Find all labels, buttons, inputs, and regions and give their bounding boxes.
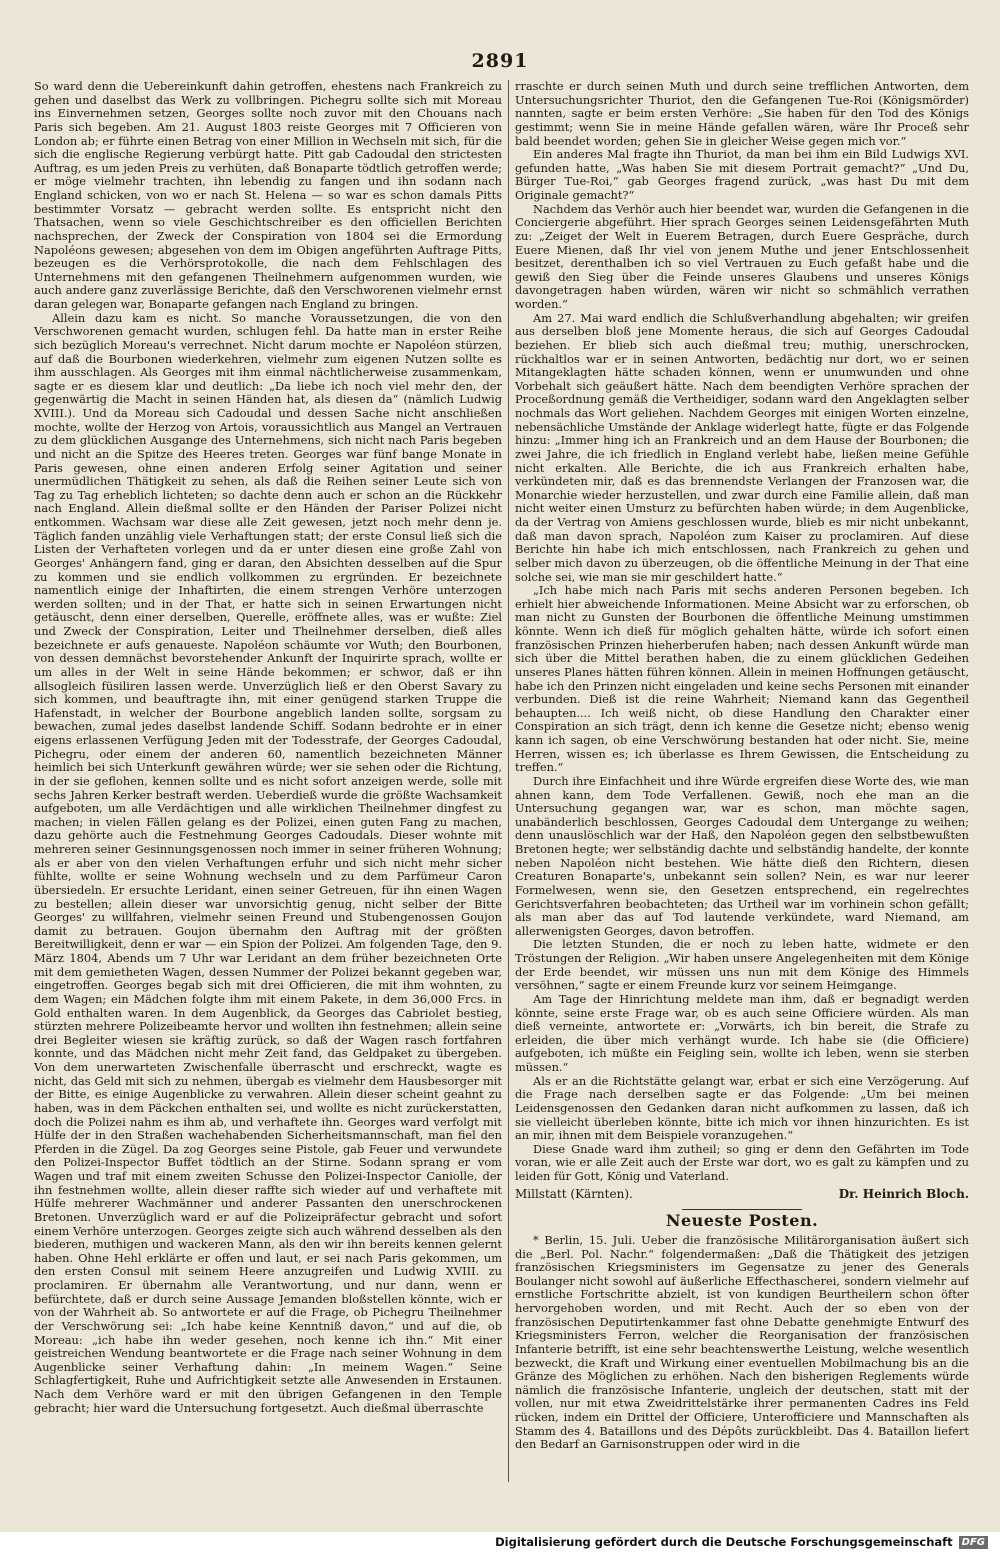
article-paragraph: So ward denn die Uebereinkunft dahin getroffen, ehestens nach Frankreich zu gehen und daselbst das Werk zu vollbringen. Pichegru sollte sich mit Moreau ins Einvernehmen setzen, Georges sollte noch zuvor mit den Chouans nach Paris sich begeben. Am 21. August 1803 reiste Georges mit 7 Officieren von London ab; er führte einen Betrag von einer Million in Wechseln mit sich, für die sich die englische Regierung verbürgt hatte. Pitt gab Cadoudal den strictesten Auftrag, es um jeden Preis zu verhüten, daß Bonaparte tödtlich getroffen werde; er möge vielmehr trachten, ihn lebendig zu fangen und ihn sodann nach England schicken, von wo er nach St. Helena — so war es schon damals Pitts bestimmter Vorsatz — gebracht werden sollte. Es entspricht nicht den Thatsachen, wenn so viele Geschichtschreiber es den officiellen Berichten nachsprechen, der Zweck der Conspiration von 1804 sei die Ermordung Napoléons gewesen; abgesehen von dem im Obigen angeführten Auftrage Pitts, bezeugen es die Verhörsprotokolle, die nach dem Fehlschlagen des Unternehmens mit den gefangenen Theilnehmern aufgenommen wurden, wie auch andere ganz zuverlässige Berichte, daß den Verschworenen vielmehr ernst daran gelegen war, Bonaparte gefangen nach England zu bringen.	[34, 80, 502, 311]
digitization-footer	[0, 1532, 1000, 1552]
right-column	[515, 80, 969, 1482]
article-paragraph: Ein anderes Mal fragte ihn Thuriot, da man bei ihm ein Bild Ludwigs XVI. gefunden hatte, „Was haben Sie mit diesem Portrait gemacht?“ „Und Du, Bürger Tue-Roi,“ gab Georges fragend zurück, „was hast Du mit dem Originale gemacht?“	[515, 147, 969, 202]
signature-author: Dr. Heinrich Bloch.	[838, 1186, 969, 1201]
section-heading: Neueste Posten.	[665, 1211, 819, 1231]
footer-text: Digitalisierung gefördert durch die Deutsche Forschungsgemeinschaft	[495, 1535, 953, 1549]
article-paragraph: Am 27. Mai ward endlich die Schlußverhandlung abgehalten; wir greifen aus derselben bloß jene Momente heraus, die sich auf Georges Cadoudal beziehen. Er blieb sich auch dießmal treu; muthig, unerschrocken, rückhaltlos war er in seinen Antworten, bedächtig nur dort, wo er seinen Mitangeklagten hätte schaden können, wenn er unumwunden und ohne Vorbehalt sich geäußert hätte. Nach dem beendigten Verhöre sprachen der Proceßordnung gemäß die Vertheidiger, sodann ward den Angeklagten selber nochmals das Wort geliehen. Nachdem Georges mit einigen Worten einzelne, nebensächliche Umstände der Anklage widerlegt hatte, fügte er das Folgende hinzu: „Immer hing ich an Frankreich und an dem Hause der Bourbonen; die zwei Jahre, die ich friedlich in England verlebt habe, ließen meine Gefühle nicht erkalten. Alle Berichte, die ich aus Frankreich erhalten habe, verkündeten mir, daß es das brennendste Verlangen der Franzosen war, die Monarchie wieder herzustellen, und zwar durch eine Familie allein, daß man nicht weiter einen Umsturz zu befürchten haben würde; in dem Augenblicke, da der Vertrag von Amiens geschlossen wurde, blieb es mir nicht unbekannt, daß man davon sprach, Napoléon zum Kaiser zu proclamiren. Auf diese Berichte hin habe ich mich entschlossen, nach Frankreich zu gehen und selber mich davon zu überzeugen, ob die öffentliche Meinung in der That eine solche sei, wie man sie mir geschildert hatte.“	[515, 310, 969, 584]
left-column	[34, 80, 502, 1520]
column-rule	[508, 80, 509, 1482]
article-paragraph: Am Tage der Hinrichtung meldete man ihm, daß er begnadigt werden könnte, seine erste Frage war, ob es auch seine Officiere würden. Als man dieß verneinte, antwortete er: „Vorwärts, ich bin bereit, die Strafe zu erleiden, die über mich verhängt wurde. Ich habe sie (die Officiere) aufgeboten, ich müßte ein Feigling sein, wollte ich leben, wenn sie sterben müssen.“	[515, 991, 969, 1074]
article-paragraph: rraschte er durch seinen Muth und durch seine trefflichen Antworten, dem Untersuchungsrichter Thuriot, den die Gefangenen Tue-Roi (Königsmörder) nannten, sagte er beim ersten Verhöre: „Sie haben für den Tod des Königs gestimmt; wenn Sie in meine Hände gefallen wären, wäre Ihr Proceß sehr bald beendet worden; gehen Sie in gleicher Weise gegen mich vor.“	[515, 80, 969, 148]
article-paragraph: Die letzten Stunden, die er noch zu leben hatte, widmete er den Tröstungen der Religion. „Wir haben unsere Angelegenheiten mit dem Könige der Erde beendet, wir müssen uns nun mit dem Könige des Himmels versöhnen,“ sagte er einem Freunde kurz vor seinem Heimgange.	[515, 937, 969, 993]
article-paragraph: Allein dazu kam es nicht. So manche Voraussetzungen, die von den Verschworenen gemacht wurden, schlugen fehl. Da hatte man in erster Reihe sich bezüglich Moreau's verrechnet. Nicht darum mochte er Napoléon stürzen, auf daß die Bourbonen wiederkehren, vielmehr zum eigenen Nutzen sollte es ihm ausschlagen. Als Georges mit ihm einmal nächtlicherweise zusammenkam, sagte er es diesem klar und deutlich: „Da liebe ich noch viel mehr den, der gegenwärtig die Macht in seinen Händen hat, als diesen da“ (nämlich Ludwig XVIII.). Und da Moreau sich Cadoudal und dessen Sache nicht anschließen mochte, wollte der Herzog von Artois, voraussichtlich aus Mangel an Vertrauen zu dem glücklichen Ausgange des Unternehmens, sich nicht nach Paris begeben und nicht an die Spitze des Heeres treten. Georges war fünf bange Monate in Paris gewesen, ohne einen anderen Erfolg seiner Agitation und seiner unermüdlichen Thätigkeit zu sehen, als daß die Reihen seiner Leute sich von Tag zu Tag erheblich lichteten; so dachte denn auch er schon an die Rückkehr nach England. Allein dießmal sollte er den Händen der Pariser Polizei nicht entkommen. Wachsam war diese alle Zeit gewesen, jetzt noch mehr denn je. Täglich fanden unzählig viele Verhaftungen statt; der erste Consul ließ sich die Listen der Verhafteten vorlegen und da er unter diesen eine große Zahl von Georges' Anhängern fand, ging er daran, den Absichten desselben auf die Spur zu kommen und sie endlich vollkommen zu ergründen. Er bezeichnete namentlich einige der Inhaftirten, die einem strengen Verhöre unterzogen werden sollten; und in der That, er hatte sich in seinen Erwartungen nicht getäuscht, denn einer derselben, Querelle, eröffnete alles, was er wußte: Ziel und Zweck der Conspiration, Leiter und Theilnehmer derselben, dieß alles bezeichnete er aufs genaueste. Napoléon schäumte vor Wuth; den Bourbonen, von dessen demnächst bevorstehender Ankunft der Inquirirte sprach, wollte er um alles in der Welt in seine Hände bekommen; er schwor, daß er ihn allsogleich füsiliren lassen werde. Unverzüglich ließ er den Oberst Savary zu sich kommen, und beauftragte ihn, mit einer genügend starken Truppe die Hafenstadt, in welcher der Bourbone angeblich landen sollte, sorgsam zu bewachen, zumal jedes daselbst landende Schiff. Sodann bedrohte er in einer eigens erlassenen Verfügung Jeden mit der Todesstrafe, der Georges Cadoudal, Pichegru, oder einem der anderen 60, namentlich bezeichneten Männer heimlich bei sich Unterkunft gewähren würde; wer sie sehen oder die Richtung, in der sie geflohen, kennen sollte und es nicht sofort anzeigen werde, solle mit sechs Jahren Kerker bestraft werden. Ueberdieß wurde die größte Wachsamkeit aufgeboten, um alle Verdächtigen und alle wirklichen Theilnehmer dingfest zu machen; in vielen Fällen gelang es der Polizei, einen guten Fang zu machen, dazu gehörte auch die Festnehmung Georges Cadoudals. Dieser wohnte mit mehreren seiner Gesinnungsgenossen noch immer in seiner früheren Wohnung; als er aber von den vielen Verhaftungen erfuhr und sich nicht mehr sicher fühlte, wollte er seine Wohnung wechseln und zu dem Parfümeur Caron übersiedeln. Er ersuchte Leridant, einen seiner Getreuen, für ihn einen Wagen zu bestellen; allein dieser war unvorsichtig genug, nicht selber der Bitte Georges' zu willfahren, vielmehr seinen Freund und Stubengenossen Goujon damit zu betrauen. Goujon übernahm den Auftrag mit der größten Bereitwilligkeit, denn er war — ein Spion der Polizei. Am folgenden Tage, den 9. März 1804, Abends um 7 Uhr war Leridant an dem früher bezeichneten Orte mit dem gemietheten Wagen, dessen Nummer der Polizei bekannt gegeben war, eingetroffen. Georges begab sich mit drei Officieren, die mit ihm wohnten, zu dem Wagen; ein Mädchen folgte ihm mit einem Pakete, in dem 36,000 Frcs. in Gold enthalten waren. In dem Augenblick, da Georges das Cabriolet bestieg, stürzten mehrere Polizeibeamte hervor und wollten ihn festnehmen; allein seine drei Begleiter wiesen sie kräftig zurück, so daß der Wagen rasch fortfahren konnte, und das Mädchen nicht mehr Zeit fand, das Geldpaket zu übergeben. Von dem unerwarteten Zwischenfalle überrascht und erschreckt, wagte es nicht, das Geld mit sich zu nehmen, übergab es vielmehr dem Hausbesorger mit der Bitte, es einige Augenblicke zu verwahren. Allein dieser scheint geahnt zu haben, was in dem Päckchen enthalten sei, und wollte es nicht zurückerstatten, doch die Polizei nahm es ihm ab, und verhaftete ihn. Georges ward verfolgt mit Hülfe der in den Straßen wachehabenden Sicherheitsmannschaft, man fiel den Pferden in die Zügel. Da zog Georges seine Pistole, gab Feuer und verwundete den Polizei-Inspector Buffet tödtlich an der Stirne. Sodann sprang er vom Wagen und traf mit einem zweiten Schusse den Polizei-Inspector Caniolle, der ihn festnehmen wollte, allein dieser raffte sich wieder auf und verhaftete mit Hülfe mehrerer Wachmänner und anderer Passanten den unerschrockenen Bretonen. Unverzüglich ward er auf die Polizeipräfectur gebracht und sofort einem Verhöre unterzogen. Georges zeigte sich auch während desselben als den biederen, muthigen und wackeren Mann, als den wir ihn bereits kennen gelernt haben. Ohne Hehl erklärte er offen und laut, er sei nach Paris gekommen, um den ersten Consul mit seinem Heere anzugreifen und Ludwig XVIII. zu proclamiren. Er übernahm alle Verantwortung, und nur dann, wenn er befürchtete, daß er durch seine Aussage Jemanden bloßstellen könnte, wich er von der Wahrheit ab. So antwortete er auf die Frage, ob Pichegru Theilnehmer der Verschwörung sei: „Ich habe keine Kenntniß davon,“ und auf die, ob Moreau: „ich habe ihn weder gesehen, noch kenne ich ihn.“ Mit einer geistreichen Wendung beantwortete er die Frage nach seiner Wohnung in dem Augenblicke seiner Verhaftung dahin: „In meinem Wagen.“ Seine Schlagfertigkeit, Ruhe und Aufrichtigkeit setzte alle Anwesenden in Erstaunen. Nach dem Verhöre ward er mit den übrigen Gefangenen in den Temple gebracht; hier ward die Untersuchung fortgesetzt. Auch dießmal überraschte	[34, 310, 502, 1415]
article-paragraph: Als er an die Richtstätte gelangt war, erbat er sich eine Verzögerung. Auf die Frage nach derselben sagte er das Folgende: „Um bei meinen Leidensgenossen den Gedanken daran nicht aufkommen zu lassen, daß ich sie vielleicht überleben könnte, bitte ich mich vor ihnen hinzurichten. Es ist an mir, ihnen mit dem Beispiele voranzugehen.“	[515, 1073, 969, 1143]
article-paragraph: Durch ihre Einfachheit und ihre Würde ergreifen diese Worte des, wie man ahnen kann, dem Tode Verfallenen. Gewiß, noch ehe man an die Untersuchung gegangen war, war es schon, man möchte sagen, unabänderlich beschlossen, Georges Cadoudal dem Untergange zu weihen; denn unauslöschlich war der Haß, den Napoléon gegen den selbstbewußten Bretonen hegte; wer selbständig dachte und selbständig handelte, der konnte neben Napoléon nicht bestehen. Wie hätte dieß den Richtern, diesen Creaturen Bonaparte's, unbekannt sein sollen? Nein, es war nur leerer Formelwesen, wenn sie, den Gesetzen entsprechend, ein regelrechtes Gerichtsverfahren beobachteten; das Urtheil war im vorhinein schon gefällt; als man aber das auf Tod lautende verkündete, ward Niemand, am allerwenigsten Georges, davon betroffen.	[515, 773, 969, 938]
signature-line	[515, 1188, 969, 1202]
article-paragraph: Nachdem das Verhör auch hier beendet war, wurden die Gefangenen in die Conciergerie abgeführt. Hier sprach Georges seinen Leidensgefährten Muth zu: „Zeiget der Welt in Euerem Betragen, durch Euere Gespräche, durch Euere Mienen, daß Ihr viel von jenem Muthe und jener Entschlossenheit besitzet, derenthalben ich so viel Vertrauen zu Euch gefaßt habe und die gewiß den Sieg über die Feinde unseres Glaubens und unseres Königs davongetragen haben würden, wären wir nicht so schmählich verrathen worden.“	[515, 201, 969, 311]
signature-place: Millstatt (Kärnten).	[515, 1186, 633, 1201]
dfg-logo: DFG	[959, 1536, 988, 1549]
section-divider	[682, 1209, 802, 1210]
news-paragraph: * Berlin, 15. Juli. Ueber die französische Militärorganisation äußert sich die „Berl. Pol. Nachr.“ folgendermaßen: „Daß die Thätigkeit des jetzigen französischen Kriegsministers im Gegensatze zu jener des Generals Boulanger nicht sowohl auf äußerliche Effecthascherei, sondern vielmehr auf ernstliche Fortschritte abzielt, ist von kundigen Beurtheilern schon öfter hervorgehoben worden, und mit Recht. Auch der so eben von der französischen Deputirtenkammer fast ohne Debatte genehmigte Entwurf des Kriegsministers Ferron, welcher die Reorganisation der französischen Infanterie betrifft, ist eine sehr beachtenswerthe Leistung, welche wesentlich bezweckt, die Kraft und Wirkung einer eventuellen Mobilmachung bis an die Gränze des Möglichen zu erhöhen. Nach den bisherigen Reglements würde nämlich die französische Infanterie, ungleich der deutschen, statt mit der vollen, nur mit etwa Zweidrittelstärke ihrer permanenten Cadres ins Feld rücken, indem ein Drittel der Officiere, Unterofficiere und Mannschaften als Stamm des 4. Bataillons und des Dépôts zurückbleibt. Das 4. Bataillon liefert den Bedarf an Garnisonstruppen oder wird in die	[515, 1232, 969, 1452]
page-number: 2891	[471, 50, 529, 72]
article-paragraph: „Ich habe mich nach Paris mit sechs anderen Personen begeben. Ich erhielt hier abweichende Informationen. Meine Absicht war zu erforschen, ob man nicht zu Gunsten der Bourbonen die öffentliche Meinung umstimmen könnte. Wenn ich dieß für möglich gehalten hätte, würde ich sofort einen französischen Prinzen hieherberufen haben; nach dessen Ankunft würde man sich über die Mittel berathen haben, die zu einem glücklichen Gedeihen unseres Planes hätten führen können. Allein in meinen Hoffnungen getäuscht, habe ich den Prinzen nicht eingeladen und keine sechs Personen mit einander verbunden. Dieß ist die reine Wahrheit; Niemand kann das Gegentheil behaupten.... Ich weiß nicht, ob diese Handlung den Charakter einer Conspiration an sich trägt, denn ich kenne die Gesetze nicht; ebenso wenig kann ich sagen, ob eine Verschwörung bestanden hat oder nicht. Sie, meine Herren, wissen es; ich überlasse es Ihrem Gewissen, die Entscheidung zu treffen.“	[515, 583, 969, 775]
article-paragraph: Diese Gnade ward ihm zutheil; so ging er denn den Gefährten im Tode voran, wie er alle Zeit auch der Erste war dort, wo es galt zu kämpfen und zu leiden für Gott, König und Vaterland.	[515, 1141, 969, 1183]
